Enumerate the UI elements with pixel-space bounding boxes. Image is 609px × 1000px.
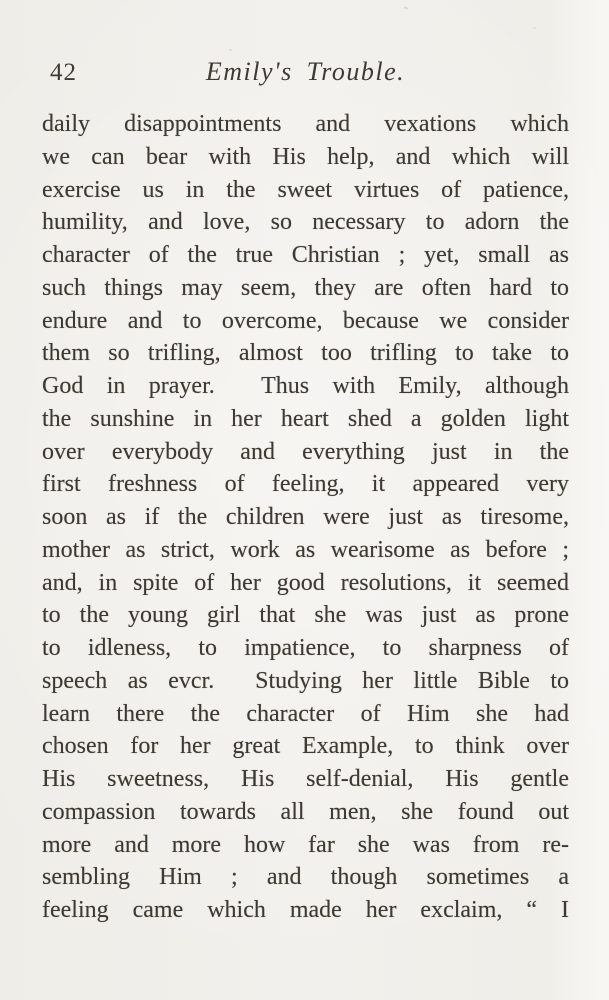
text-line: His sweetness, His self-denial, His gentle bbox=[42, 766, 569, 792]
text-line: feeling came which made her exclaim, “ I bbox=[42, 897, 569, 923]
text-line: learn there the character of Him she had bbox=[42, 700, 569, 727]
text-line: more and more how far she was from re- bbox=[42, 831, 569, 858]
body-text bbox=[42, 108, 569, 927]
text-line: soon as if the children were just as tiresome, bbox=[42, 504, 569, 530]
text-line: sembling Him ; and though sometimes a bbox=[42, 864, 569, 891]
page-number: 42 bbox=[50, 59, 77, 86]
text-line: character of the true Christian ; yet, small as bbox=[42, 242, 569, 268]
text-line: the sunshine in her heart shed a golden light bbox=[42, 405, 569, 432]
scan-speck bbox=[229, 49, 232, 51]
text-line: chosen for her great Example, to think over bbox=[42, 733, 569, 760]
text-line: mother as strict, work as wearisome as before ; bbox=[42, 536, 569, 563]
text-line: endure and to overcome, because we consider bbox=[42, 307, 569, 334]
running-title: Emily's Trouble. bbox=[205, 57, 406, 86]
text-line: exercise us in the sweet virtues of patience, bbox=[42, 176, 569, 203]
text-line: compassion towards all men, she found out bbox=[42, 798, 569, 825]
text-line: such things may seem, they are often hard to bbox=[42, 274, 569, 301]
scan-speck bbox=[404, 6, 408, 10]
page-header bbox=[42, 57, 569, 91]
text-line: speech as evcr. Studying her little Bible to bbox=[42, 667, 569, 694]
text-line: first freshness of feeling, it appeared very bbox=[42, 471, 569, 498]
text-line: to the young girl that she was just as prone bbox=[42, 602, 569, 629]
text-line: over everybody and everything just in the bbox=[42, 438, 569, 465]
text-line: daily disappointments and vexations which bbox=[42, 111, 569, 137]
text-line: and, in spite of her good resolutions, it seemed bbox=[42, 569, 569, 596]
text-line: we can bear with His help, and which will bbox=[42, 143, 569, 170]
text-line: to idleness, to impatience, to sharpness of bbox=[42, 635, 569, 661]
text-line: them so trifling, almost too trifling to take to bbox=[42, 340, 569, 367]
text-line: humility, and love, so necessary to adorn the bbox=[42, 209, 569, 236]
scan-speck bbox=[533, 27, 536, 29]
text-line: God in prayer. Thus with Emily, although bbox=[42, 373, 569, 399]
